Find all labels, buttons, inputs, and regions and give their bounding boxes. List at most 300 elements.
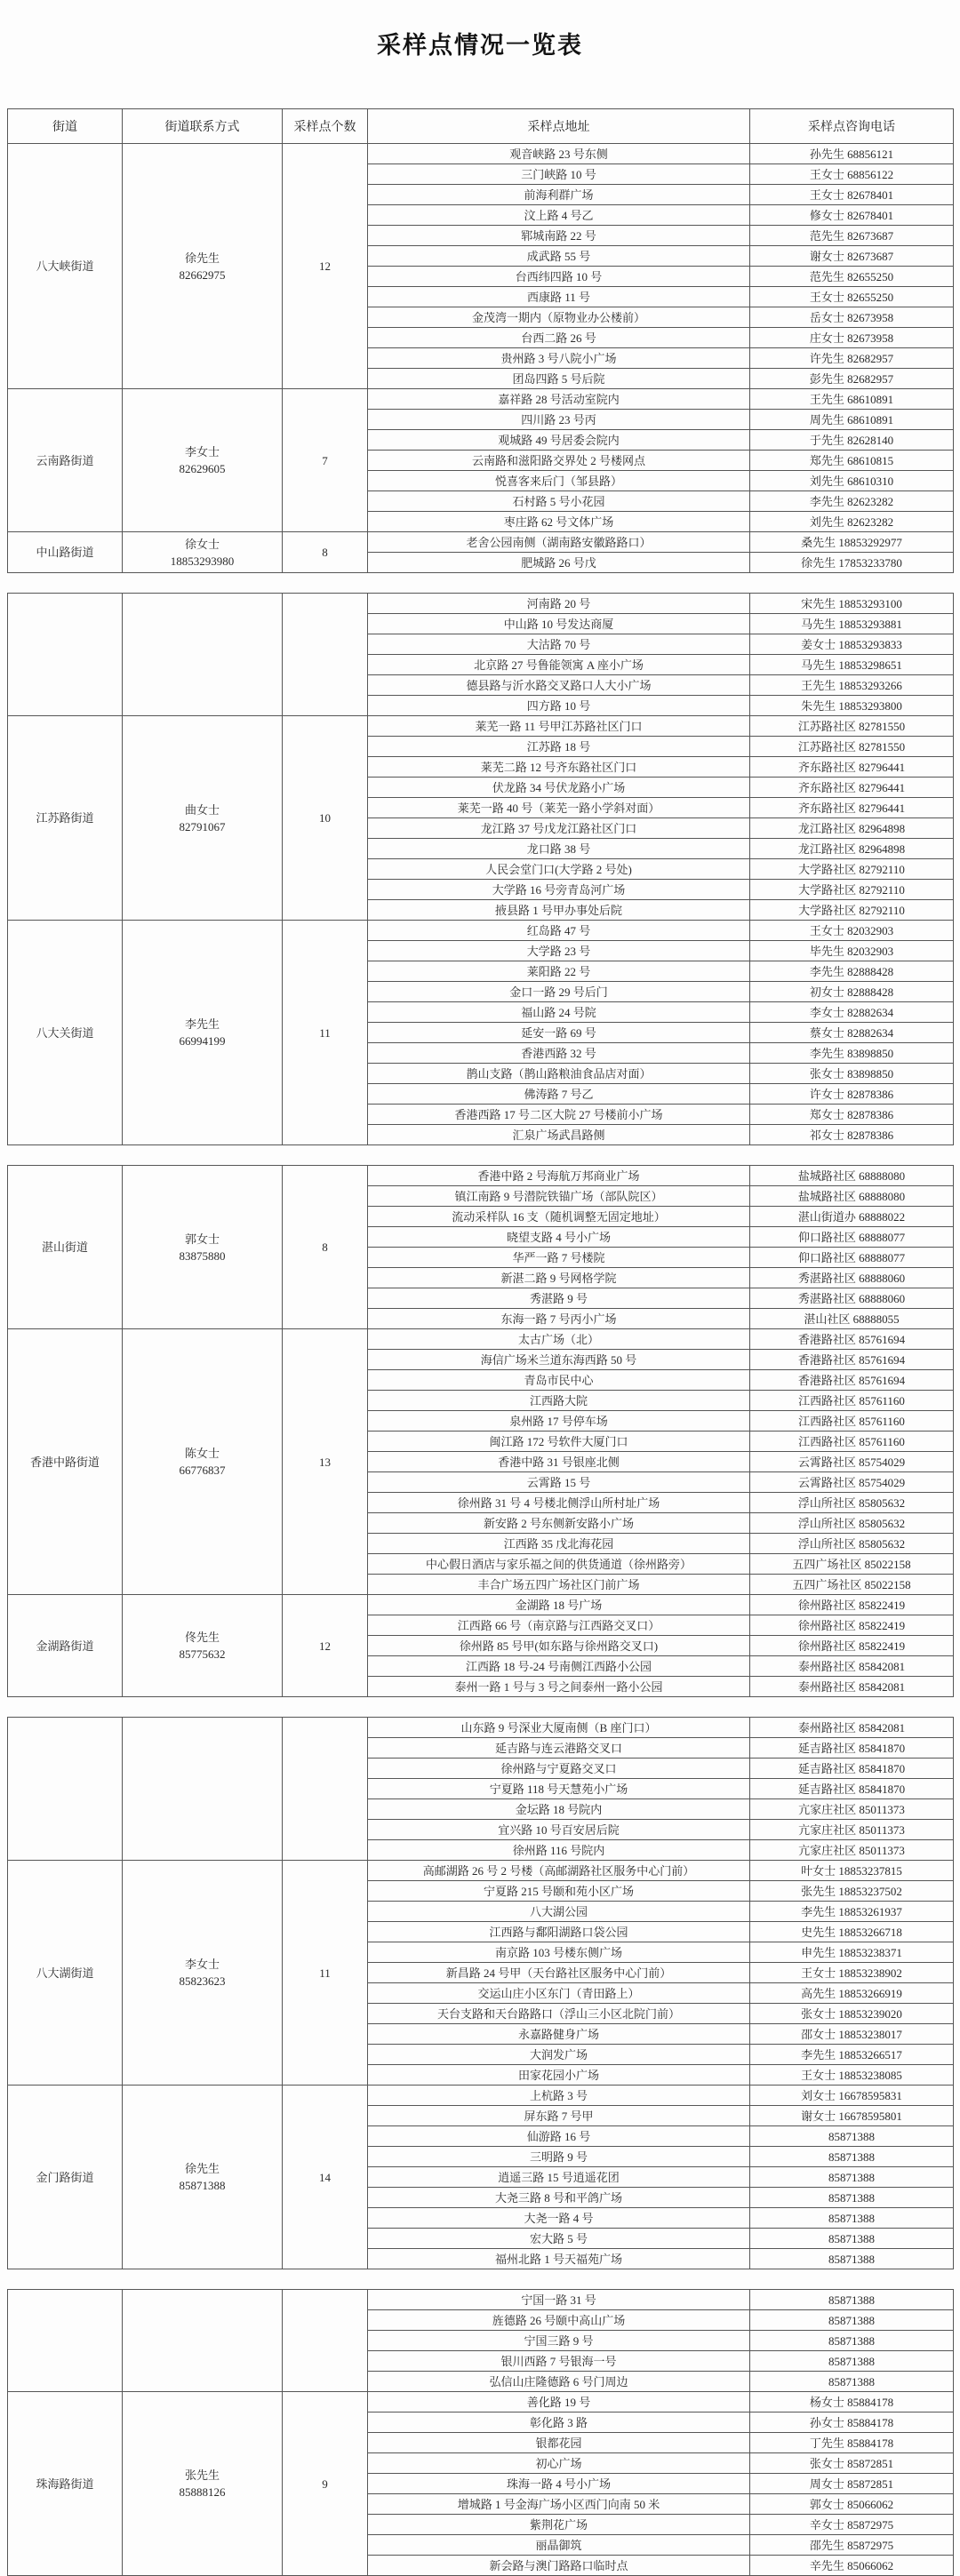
phone-cell: 85871388 [750,2249,954,2269]
contact-name: 郭女士 [184,1232,220,1246]
phone-cell: 马先生 18853298651 [750,655,954,675]
address-cell: 南京路 103 号楼东侧广场 [368,1942,750,1963]
address-cell: 弘信山庄隆德路 6 号门周边 [368,2372,750,2392]
phone-cell: 江西路社区 85761160 [750,1411,954,1432]
address-cell: 永嘉路健身广场 [368,2024,750,2045]
address-cell: 大尧三路 8 号和平鸽广场 [368,2188,750,2208]
phone-cell: 王先生 68610891 [750,389,954,410]
phone-cell: 叶女士 18853237815 [750,1861,954,1881]
phone-cell: 浮山所社区 85805632 [750,1493,954,1513]
address-cell: 团岛四路 5 号后院 [368,369,750,389]
phone-cell: 85871388 [750,2208,954,2229]
phone-cell: 85871388 [750,2188,954,2208]
point-count-cell: 9 [283,2392,368,2576]
street-contact-cell [123,921,283,1145]
address-cell: 新湛二路 9 号网格学院 [368,1268,750,1288]
phone-cell: 江苏路社区 82781550 [750,737,954,757]
table-segment [7,108,954,573]
phone-cell: 亢家庄社区 85011373 [750,1820,954,1840]
phone-cell: 湛山街道办 68888022 [750,1207,954,1227]
phone-cell: 张先生 18853237502 [750,1881,954,1902]
phone-cell: 庄女士 82673958 [750,328,954,348]
phone-cell: 李女士 82882634 [750,1002,954,1023]
phone-cell: 85871388 [750,2310,954,2331]
address-cell: 香港中路 31 号银座北侧 [368,1452,750,1472]
address-cell: 金湖路 18 号广场 [368,1595,750,1615]
table-row [8,1329,954,1350]
street-contact-cell [123,2290,283,2392]
phone-cell: 盐城路社区 68888080 [750,1186,954,1207]
phone-cell: 王女士 18853238085 [750,2065,954,2086]
phone-cell: 郭女士 85066062 [750,2494,954,2515]
address-cell: 屏东路 7 号甲 [368,2106,750,2126]
phone-cell: 仰口路社区 68888077 [750,1248,954,1268]
table-row [8,144,954,164]
address-cell: 初心广场 [368,2453,750,2474]
point-count-cell [283,1718,368,1861]
address-cell: 成武路 55 号 [368,246,750,267]
street-cell: 八大湖街道 [8,1861,123,2086]
address-cell: 丰合广场五四广场社区门前广场 [368,1575,750,1595]
address-cell: 宏大路 5 号 [368,2229,750,2249]
address-cell: 天台支路和天台路路口（浮山三小区北院门前） [368,2004,750,2024]
address-cell: 福山路 24 号院 [368,1002,750,1023]
address-cell: 老舍公园南侧（湖南路安徽路路口） [368,532,750,553]
street-cell: 湛山街道 [8,1166,123,1329]
phone-cell: 初女士 82888428 [750,982,954,1002]
phone-cell: 徐先生 17853233780 [750,553,954,573]
table-row [8,1861,954,1881]
contact-phone: 82662975 [179,267,226,282]
street-contact-cell [123,1329,283,1595]
phone-cell: 云霄路社区 85754029 [750,1452,954,1472]
address-cell: 西康路 11 号 [368,287,750,307]
phone-cell: 祁女士 82878386 [750,1125,954,1145]
address-cell: 香港西路 17 号二区大院 27 号楼前小广场 [368,1105,750,1125]
table-row [8,2086,954,2106]
contact-phone: 85823623 [179,1974,226,1988]
phone-cell: 申先生 18853238371 [750,1942,954,1963]
street-cell [8,594,123,716]
street-cell [8,2290,123,2392]
phone-cell: 江苏路社区 82781550 [750,716,954,737]
phone-cell: 周先生 68610891 [750,410,954,430]
address-cell: 金茂湾一期内（原物业办公楼前） [368,307,750,328]
phone-cell: 李先生 82888428 [750,961,954,982]
phone-cell: 延吉路社区 85841870 [750,1738,954,1759]
street-cell [8,1718,123,1861]
phone-cell: 85871388 [750,2147,954,2167]
table-segment [7,593,954,1145]
address-cell: 徐州路 31 号 4 号楼北侧浮山所村址广场 [368,1493,750,1513]
address-cell: 流动采样队 16 支（随机调整无固定地址） [368,1207,750,1227]
address-cell: 丽晶御筑 [368,2535,750,2556]
street-contact-cell [123,389,283,532]
address-cell: 红岛路 47 号 [368,921,750,941]
column-header-1: 街道联系方式 [123,109,283,144]
street-cell: 珠海路街道 [8,2392,123,2576]
address-cell: 云霄路 15 号 [368,1472,750,1493]
address-cell: 泰州一路 1 号与 3 号之间泰州一路小公园 [368,1677,750,1697]
address-cell: 台西纬四路 10 号 [368,267,750,287]
address-cell: 中心假日酒店与家乐福之间的供货通道（徐州路旁） [368,1554,750,1575]
point-count-cell: 11 [283,921,368,1145]
address-cell: 悦喜客来后门（邹县路） [368,471,750,491]
address-cell: 郓城南路 22 号 [368,226,750,246]
street-contact-cell [123,594,283,716]
phone-cell: 谢女士 82673687 [750,246,954,267]
phone-cell: 辛女士 85872975 [750,2515,954,2535]
address-cell: 新会路与澳门路路口临时点 [368,2556,750,2576]
phone-cell: 江西路社区 85761160 [750,1432,954,1452]
phone-cell: 范先生 82655250 [750,267,954,287]
street-cell: 香港中路街道 [8,1329,123,1595]
address-cell: 三明路 9 号 [368,2147,750,2167]
address-cell: 太古广场（北） [368,1329,750,1350]
point-count-cell [283,594,368,716]
phone-cell: 王女士 82032903 [750,921,954,941]
point-count-cell [283,2290,368,2392]
column-header-3: 采样点地址 [368,109,750,144]
point-count-cell: 11 [283,1861,368,2086]
address-cell: 肥城路 26 号戊 [368,553,750,573]
table-row [8,2392,954,2413]
column-header-4: 采样点咨询电话 [750,109,954,144]
point-count-cell: 13 [283,1329,368,1595]
street-cell: 金湖路街道 [8,1595,123,1697]
phone-cell: 王先生 18853293266 [750,675,954,696]
address-cell: 鹊山支路（鹊山路粮油食品店对面） [368,1064,750,1084]
phone-cell: 云霄路社区 85754029 [750,1472,954,1493]
phone-cell: 85871388 [750,2126,954,2147]
address-cell: 金坛路 18 号院内 [368,1799,750,1820]
point-count-cell: 14 [283,2086,368,2269]
contact-name: 李先生 [184,1017,220,1031]
phone-cell: 王女士 68856122 [750,164,954,185]
phone-cell: 张女士 85872851 [750,2453,954,2474]
phone-cell: 岳女士 82673958 [750,307,954,328]
address-cell: 汶上路 4 号乙 [368,205,750,226]
contact-name: 张先生 [184,2468,220,2482]
address-cell: 泉州路 17 号停车场 [368,1411,750,1432]
table-row [8,2290,954,2310]
address-cell: 莱芜二路 12 号齐东路社区门口 [368,757,750,778]
phone-cell: 泰州路社区 85842081 [750,1718,954,1738]
address-cell: 增城路 1 号金海广场小区西门向南 50 米 [368,2494,750,2515]
address-cell: 新安路 2 号东侧新安路小广场 [368,1513,750,1534]
phone-cell: 湛山社区 68888055 [750,1309,954,1329]
address-cell: 云南路和滋阳路交界处 2 号楼网点 [368,451,750,471]
address-cell: 莱芜一路 11 号甲江苏路社区门口 [368,716,750,737]
street-contact-cell [123,144,283,389]
phone-cell: 浮山所社区 85805632 [750,1513,954,1534]
contact-phone: 18853293980 [170,554,235,568]
address-cell: 伏龙路 34 号伏龙路小广场 [368,778,750,798]
contact-name: 徐先生 [184,2162,220,2175]
street-cell: 八大关街道 [8,921,123,1145]
phone-cell: 香港路社区 85761694 [750,1350,954,1370]
address-cell: 四川路 23 号丙 [368,410,750,430]
address-cell: 嘉祥路 28 号活动室院内 [368,389,750,410]
phone-cell: 江西路社区 85761160 [750,1391,954,1411]
address-cell: 华严一路 7 号楼院 [368,1248,750,1268]
phone-cell: 王女士 82655250 [750,287,954,307]
address-cell: 青岛市民中心 [368,1370,750,1391]
contact-phone: 82791067 [179,819,226,833]
address-cell: 晓望支路 4 号小广场 [368,1227,750,1248]
phone-cell: 孙女士 85884178 [750,2413,954,2433]
address-cell: 海信广场米兰道东海西路 50 号 [368,1350,750,1370]
street-contact-cell [123,1595,283,1697]
phone-cell: 85871388 [750,2290,954,2310]
address-cell: 八大湖公园 [368,1902,750,1922]
address-cell: 大学路 23 号 [368,941,750,961]
phone-cell: 许先生 82682957 [750,348,954,369]
address-cell: 江西路与鄱阳湖路口袋公园 [368,1922,750,1942]
address-cell: 台西二路 26 号 [368,328,750,348]
phone-cell: 周女士 85872851 [750,2474,954,2494]
address-cell: 银川西路 7 号银海一号 [368,2351,750,2372]
phone-cell: 秀湛路社区 68888060 [750,1288,954,1309]
address-cell: 宁国三路 9 号 [368,2331,750,2351]
sampling-points-table [7,108,960,2576]
phone-cell: 郑女士 82878386 [750,1105,954,1125]
address-cell: 旌德路 26 号颐中高山广场 [368,2310,750,2331]
table-header-row [8,109,954,144]
phone-cell: 香港路社区 85761694 [750,1370,954,1391]
phone-cell: 朱先生 18853293800 [750,696,954,716]
phone-cell: 刘先生 68610310 [750,471,954,491]
address-cell: 石村路 5 号小花园 [368,491,750,512]
address-cell: 秀湛路 9 号 [368,1288,750,1309]
phone-cell: 徐州路社区 85822419 [750,1636,954,1656]
address-cell: 江西路 35 戊北海花园 [368,1534,750,1554]
contact-name: 曲女士 [184,802,220,817]
address-cell: 北京路 27 号鲁能领寓 A 座小广场 [368,655,750,675]
address-cell: 徐州路 116 号院内 [368,1840,750,1861]
phone-cell: 亢家庄社区 85011373 [750,1840,954,1861]
street-contact-cell [123,2086,283,2269]
phone-cell: 浮山所社区 85805632 [750,1534,954,1554]
street-contact-cell [123,1718,283,1861]
address-cell: 人民会堂门口(大学路 2 号处) [368,859,750,880]
address-cell: 逍遥三路 15 号逍遥花团 [368,2167,750,2188]
address-cell: 善化路 19 号 [368,2392,750,2413]
point-count-cell: 10 [283,716,368,921]
contact-phone: 83875880 [179,1248,226,1263]
street-cell: 江苏路街道 [8,716,123,921]
address-cell: 东海一路 7 号丙小广场 [368,1309,750,1329]
phone-cell: 秀湛路社区 68888060 [750,1268,954,1288]
address-cell: 宁国一路 31 号 [368,2290,750,2310]
address-cell: 宜兴路 10 号百安居后院 [368,1820,750,1840]
phone-cell: 五四广场社区 85022158 [750,1554,954,1575]
address-cell: 莱阳路 22 号 [368,961,750,982]
address-cell: 汇泉广场武昌路侧 [368,1125,750,1145]
phone-cell: 李先生 18853266517 [750,2045,954,2065]
address-cell: 贵州路 3 号八院小广场 [368,348,750,369]
contact-phone: 85775632 [179,1647,226,1661]
phone-cell: 香港路社区 85761694 [750,1329,954,1350]
phone-cell: 泰州路社区 85842081 [750,1656,954,1677]
phone-cell: 延吉路社区 85841870 [750,1779,954,1799]
phone-cell: 孙先生 68856121 [750,144,954,164]
address-cell: 上杭路 3 号 [368,2086,750,2106]
phone-cell: 杨女士 85884178 [750,2392,954,2413]
address-cell: 河南路 20 号 [368,594,750,614]
table-segment [7,1165,954,1697]
phone-cell: 彭先生 82682957 [750,369,954,389]
contact-name: 李女士 [184,1958,220,1971]
phone-cell: 王女士 82678401 [750,185,954,205]
phone-cell: 泰州路社区 85842081 [750,1677,954,1697]
address-cell: 珠海一路 4 号小广场 [368,2474,750,2494]
phone-cell: 辛先生 85066062 [750,2556,954,2576]
phone-cell: 大学路社区 82792110 [750,859,954,880]
address-cell: 银都花园 [368,2433,750,2453]
address-cell: 延吉路与连云港路交叉口 [368,1738,750,1759]
contact-name: 徐先生 [184,251,220,265]
address-cell: 大润发广场 [368,2045,750,2065]
street-contact-cell [123,1166,283,1329]
phone-cell: 姜女士 18853293833 [750,634,954,655]
phone-cell: 邵女士 18853238017 [750,2024,954,2045]
address-cell: 紫荆花广场 [368,2515,750,2535]
phone-cell: 邵先生 85872975 [750,2535,954,2556]
table-row [8,1595,954,1615]
page-title: 采样点情况一览表 [377,32,583,59]
address-cell: 镇江南路 9 号潜院铁锚广场（部队院区） [368,1186,750,1207]
address-cell: 三门峡路 10 号 [368,164,750,185]
address-cell: 福州北路 1 号天福苑广场 [368,2249,750,2269]
address-cell: 高邮湖路 26 号 2 号楼（高邮湖路社区服务中心门前） [368,1861,750,1881]
table-segment [7,1717,954,2269]
contact-phone: 82629605 [179,462,226,475]
point-count-cell: 7 [283,389,368,532]
phone-cell: 王女士 18853238902 [750,1963,954,1983]
address-cell: 大沽路 70 号 [368,634,750,655]
address-cell: 观城路 49 号居委会院内 [368,430,750,451]
table-row [8,716,954,737]
address-cell: 宁夏路 215 号颐和苑小区广场 [368,1881,750,1902]
address-cell: 莱芜一路 40 号（莱芜一路小学斜对面） [368,798,750,818]
table-row [8,532,954,553]
address-cell: 田家花园小广场 [368,2065,750,2086]
phone-cell: 龙江路社区 82964898 [750,818,954,839]
phone-cell: 马先生 18853293881 [750,614,954,634]
address-cell: 新昌路 24 号甲（天台路社区服务中心门前） [368,1963,750,1983]
phone-cell: 修女士 82678401 [750,205,954,226]
street-cell: 云南路街道 [8,389,123,532]
address-cell: 交运山庄小区东门（青田路上） [368,1983,750,2004]
contact-name: 徐女士 [184,537,220,551]
phone-cell: 85871388 [750,2229,954,2249]
address-cell: 枣庄路 62 号文体广场 [368,512,750,532]
phone-cell: 大学路社区 82792110 [750,880,954,900]
contact-name: 陈女士 [184,1447,220,1460]
address-cell: 江西路 18 号-24 号南侧江西路小公园 [368,1656,750,1677]
phone-cell: 齐东路社区 82796441 [750,778,954,798]
contact-name: 李女士 [184,445,220,459]
table-row [8,1718,954,1738]
address-cell: 观音峡路 23 号东侧 [368,144,750,164]
phone-cell: 史先生 18853266718 [750,1922,954,1942]
phone-cell: 张女士 83898850 [750,1064,954,1084]
address-cell: 德县路与沂水路交叉路口人大小广场 [368,675,750,696]
address-cell: 龙口路 38 号 [368,839,750,859]
address-cell: 中山路 10 号发达商厦 [368,614,750,634]
contact-phone: 85871388 [179,2179,226,2192]
phone-cell: 85871388 [750,2331,954,2351]
address-cell: 徐州路与宁夏路交叉口 [368,1759,750,1779]
phone-cell: 盐城路社区 68888080 [750,1166,954,1186]
address-cell: 大学路 16 号旁青岛河广场 [368,880,750,900]
phone-cell: 延吉路社区 85841870 [750,1759,954,1779]
street-contact-cell [123,1861,283,2086]
street-cell: 八大峡街道 [8,144,123,389]
address-cell: 香港西路 32 号 [368,1043,750,1064]
column-header-2: 采样点个数 [283,109,368,144]
phone-cell: 宋先生 18853293100 [750,594,954,614]
address-cell: 仙游路 16 号 [368,2126,750,2147]
phone-cell: 齐东路社区 82796441 [750,798,954,818]
phone-cell: 85871388 [750,2351,954,2372]
table-row [8,921,954,941]
contact-name: 佟先生 [184,1631,220,1644]
phone-cell: 85871388 [750,2372,954,2392]
street-cell: 中山路街道 [8,532,123,573]
phone-cell: 徐州路社区 85822419 [750,1595,954,1615]
address-cell: 彰化路 3 路 [368,2413,750,2433]
phone-cell: 徐州路社区 85822419 [750,1615,954,1636]
contact-phone: 85888126 [179,2485,226,2499]
phone-cell: 仰口路社区 68888077 [750,1227,954,1248]
phone-cell: 李先生 82623282 [750,491,954,512]
address-cell: 大尧一路 4 号 [368,2208,750,2229]
table-row [8,389,954,410]
column-header-0: 街道 [8,109,123,144]
address-cell: 佛涛路 7 号乙 [368,1084,750,1105]
address-cell: 闽江路 172 号软件大厦门口 [368,1432,750,1452]
point-count-cell: 8 [283,1166,368,1329]
street-contact-cell [123,716,283,921]
address-cell: 江苏路 18 号 [368,737,750,757]
table-row [8,1166,954,1186]
phone-cell: 85871388 [750,2167,954,2188]
phone-cell: 龙江路社区 82964898 [750,839,954,859]
address-cell: 金口一路 29 号后门 [368,982,750,1002]
address-cell: 延安一路 69 号 [368,1023,750,1043]
address-cell: 山东路 9 号深业大厦南侧（B 座门口） [368,1718,750,1738]
phone-cell: 张女士 18853239020 [750,2004,954,2024]
phone-cell: 亢家庄社区 85011373 [750,1799,954,1820]
phone-cell: 齐东路社区 82796441 [750,757,954,778]
address-cell: 徐州路 85 号甲(如东路与徐州路交叉口) [368,1636,750,1656]
phone-cell: 刘女士 16678595831 [750,2086,954,2106]
point-count-cell: 12 [283,144,368,389]
phone-cell: 谢女士 16678595801 [750,2106,954,2126]
table-row [8,594,954,614]
phone-cell: 高先生 18853266919 [750,1983,954,2004]
address-cell: 四方路 10 号 [368,696,750,716]
phone-cell: 刘先生 82623282 [750,512,954,532]
phone-cell: 丁先生 85884178 [750,2433,954,2453]
contact-phone: 66776837 [179,1463,226,1477]
phone-cell: 范先生 82673687 [750,226,954,246]
phone-cell: 五四广场社区 85022158 [750,1575,954,1595]
phone-cell: 毕先生 82032903 [750,941,954,961]
phone-cell: 许女士 82878386 [750,1084,954,1105]
